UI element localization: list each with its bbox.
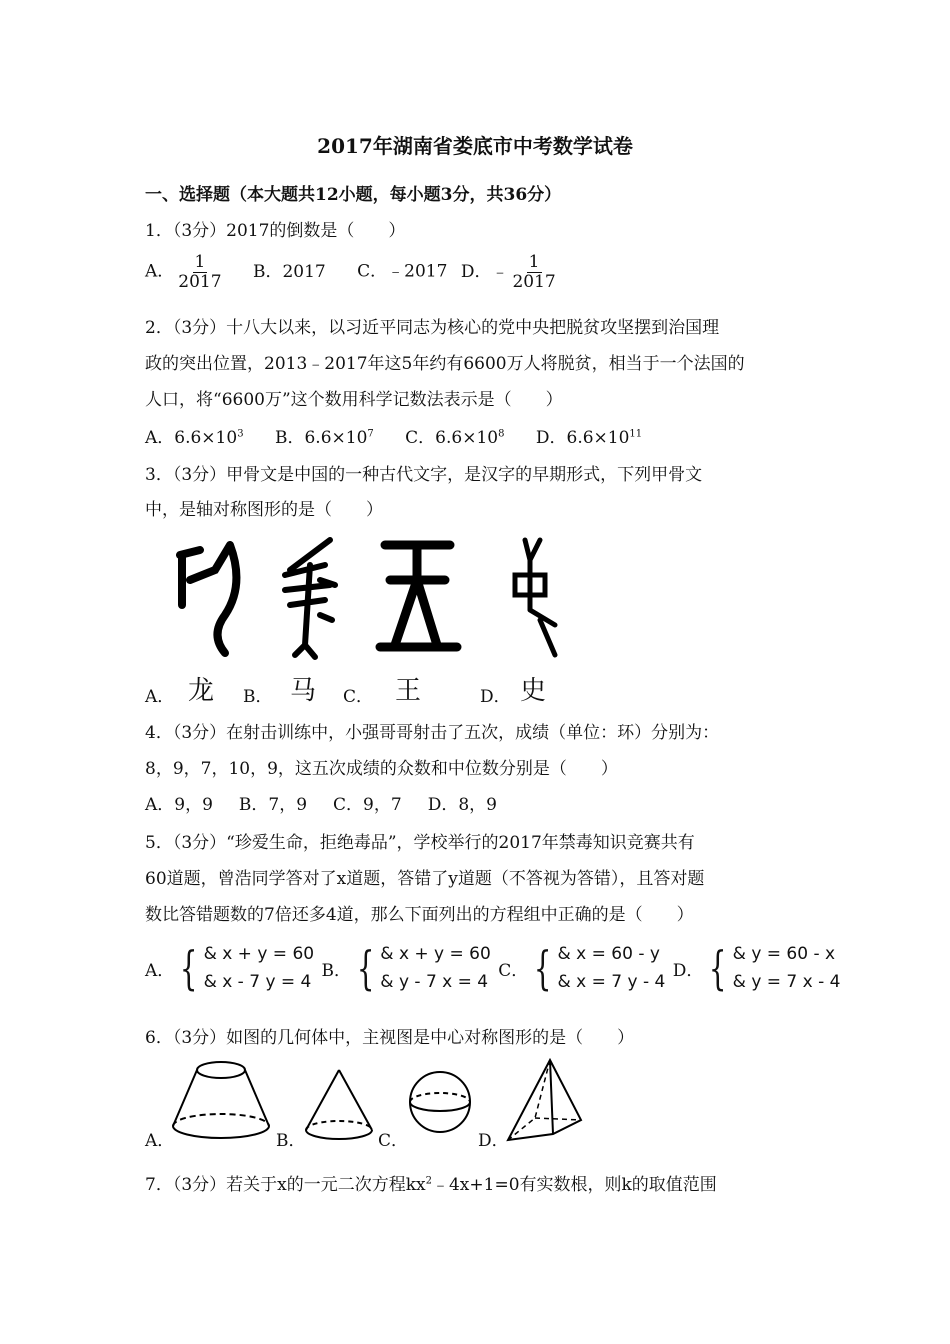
q3-line1: 3．（3分）甲骨文是中国的一种古代文字，是汉字的早期形式，下列甲骨文 xyxy=(145,465,703,485)
equation: & x + y = 60 xyxy=(203,944,315,964)
equation: & x = 7 y - 4 xyxy=(557,972,666,992)
q7-text-rest: ﹣4x+1=0有实数根，则k的取值范围 xyxy=(431,1175,717,1195)
pyramid-image xyxy=(505,1058,585,1142)
oracle-glyph-long-image xyxy=(170,535,260,665)
q3-label-b: B． xyxy=(243,687,273,707)
q2-options xyxy=(145,423,668,448)
q4-options xyxy=(145,790,523,815)
q2-c-exp: 8 xyxy=(498,428,505,440)
q2-d-exp: 11 xyxy=(629,428,643,440)
q5-b-label: B． xyxy=(321,960,351,981)
q2-d xyxy=(536,423,642,448)
q6-stem: 6．（3分）如图的几何体中，主视图是中心对称图形的是（ ） xyxy=(145,1028,635,1048)
q3-line2: 中，是轴对称图形的是（ ） xyxy=(145,500,383,520)
q5-line2: 60道题，曾浩同学答对了x道题，答错了y道题（不答视为答错），且答对题 xyxy=(145,869,705,889)
oracle-glyph-shi-image xyxy=(500,535,590,665)
q1-a-fraction xyxy=(178,253,221,291)
q3-label-d: D． xyxy=(480,687,511,707)
equation: & y - 7 x = 4 xyxy=(380,972,489,992)
q2-d-text: D．6.6×10 xyxy=(535,428,630,448)
q1-options xyxy=(145,253,560,291)
equation: & y = 7 x - 4 xyxy=(732,972,841,992)
q4-b: B．7，9 xyxy=(238,795,308,815)
q2-c-text: C．6.6×10 xyxy=(405,428,499,448)
numerator: 1 xyxy=(194,252,206,272)
q2-a-exp: 3 xyxy=(237,428,244,440)
q1-stem: 1．（3分）2017的倒数是（ ） xyxy=(145,221,406,241)
q2-b-exp: 7 xyxy=(367,428,374,440)
q7-text: 7．（3分）若关于x的一元二次方程kx xyxy=(145,1175,426,1195)
q4-c: C．9，7 xyxy=(333,795,402,815)
q2-a-text: A．6.6×10 xyxy=(145,428,238,448)
numerator: 1 xyxy=(528,252,540,272)
brace-icon: { xyxy=(534,941,552,995)
q1-a-label: A． xyxy=(145,261,175,282)
equation: & x - 7 y = 4 xyxy=(203,972,312,992)
section-heading: 一、选择题（本大题共12小题，每小题3分，共36分） xyxy=(145,185,562,205)
q7-stem xyxy=(145,1170,717,1195)
q5-c xyxy=(498,940,665,996)
q6-label-b: B． xyxy=(276,1131,306,1151)
brace-icon: { xyxy=(356,941,375,995)
q5-c-label: C． xyxy=(498,960,529,981)
q5-b xyxy=(322,940,491,996)
q1-d-fraction xyxy=(512,253,555,291)
oracle-glyph-ma-image xyxy=(270,535,360,665)
q1-c: C．﹣2017 xyxy=(357,261,448,282)
equation: & y = 60 - x xyxy=(732,944,836,964)
page-title: 2017年湖南省娄底市中考数学试卷 xyxy=(317,134,633,158)
q6-label-d: D． xyxy=(478,1131,509,1151)
q3-char-b: 马 xyxy=(290,676,317,706)
equation: & x + y = 60 xyxy=(380,944,491,964)
q5-line1: 5．（3分）“珍爱生命，拒绝毒品”，学校举行的2017年禁毒知识竞赛共有 xyxy=(145,833,695,853)
sphere-image xyxy=(405,1058,475,1142)
q2-b xyxy=(275,423,374,448)
q4-line2: 8，9，7，10，9，这五次成绩的众数和中位数分别是（ ） xyxy=(145,759,618,779)
q5-a-label: A． xyxy=(145,960,175,981)
q1-d-label: D．﹣ xyxy=(460,261,509,282)
q6-label-a: A． xyxy=(145,1131,175,1151)
brace-icon: { xyxy=(180,941,198,995)
frustum-image xyxy=(170,1058,272,1142)
q6-label-c: C． xyxy=(378,1131,409,1151)
q5-options xyxy=(145,940,842,996)
denominator: 2017 xyxy=(178,271,222,292)
q3-label-a: A． xyxy=(145,687,175,707)
q3-char-d: 史 xyxy=(520,676,547,706)
q2-b-text: B．6.6×10 xyxy=(274,428,368,448)
q5-a xyxy=(145,940,314,996)
q5-line3: 数比答错题数的7倍还多4道，那么下面列出的方程组中正确的是（ ） xyxy=(145,905,694,925)
q7-exp: 2 xyxy=(425,1175,432,1187)
cone-image xyxy=(303,1058,375,1142)
q4-d: D．8，9 xyxy=(427,795,497,815)
q2-c xyxy=(405,423,504,448)
q5-d xyxy=(673,940,841,996)
equation: & x = 60 - y xyxy=(557,944,660,964)
q3-char-c: 王 xyxy=(395,676,422,706)
q2-a xyxy=(145,423,244,448)
q5-d-label: D． xyxy=(672,960,704,981)
q1-b: B．2017 xyxy=(252,261,326,282)
brace-icon: { xyxy=(709,941,727,995)
q2-line1: 2．（3分）十八大以来，以习近平同志为核心的党中央把脱贫攻坚摆到治国理 xyxy=(145,318,720,338)
denominator: 2017 xyxy=(512,271,556,292)
oracle-glyph-wang-image xyxy=(375,535,465,665)
q4-a: A．9，9 xyxy=(145,795,213,815)
q3-label-c: C． xyxy=(343,687,374,707)
q4-line1: 4．（3分）在射击训练中，小强哥哥射击了五次，成绩（单位：环）分别为： xyxy=(145,723,720,743)
q3-char-a: 龙 xyxy=(188,676,215,706)
q2-line2: 政的突出位置，2013﹣2017年这5年约有6600万人将脱贫，相当于一个法国的 xyxy=(145,354,745,374)
q2-line3: 人口，将“6600万”这个数用科学记数法表示是（ ） xyxy=(145,390,563,410)
